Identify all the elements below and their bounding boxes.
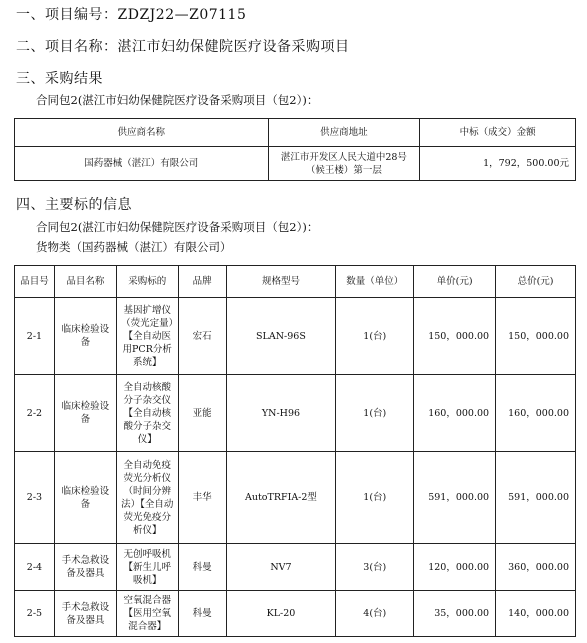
header-supplier-address: 供应商地址 <box>268 119 420 147</box>
item-no: 2-5 <box>15 591 55 637</box>
supplier-name: 国药器械（湛江）有限公司 <box>15 147 269 181</box>
item-total-price: 591，000.00 <box>496 452 576 544</box>
item-unit-price: 120，000.00 <box>414 544 496 591</box>
item-model: YN-H96 <box>226 375 336 452</box>
header-total-price: 总价(元) <box>496 266 576 298</box>
item-quantity: 3(台) <box>336 544 414 591</box>
item-target: 全自动核酸分子杂交仪【全自动核酸分子杂交仪】 <box>116 375 178 452</box>
item-model: KL-20 <box>226 591 336 637</box>
main-subject-heading: 四、主要标的信息 <box>16 197 132 213</box>
item-brand: 宏石 <box>178 298 226 375</box>
item-name: 手术急救设备及器具 <box>54 544 116 591</box>
item-quantity: 1(台) <box>336 452 414 544</box>
items-table-header <box>15 266 576 298</box>
item-target: 空氧混合器【医用空氧混合器】 <box>116 591 178 637</box>
item-name: 手术急救设备及器具 <box>54 591 116 637</box>
item-total-price: 140，000.00 <box>496 591 576 637</box>
header-brand: 品牌 <box>178 266 226 298</box>
item-no: 2-1 <box>15 298 55 375</box>
table-row <box>15 147 576 181</box>
item-target: 全自动免疫荧光分析仪（时间分辨法）【全自动荧光免疫分析仪】 <box>116 452 178 544</box>
header-unit-price: 单价(元) <box>414 266 496 298</box>
supplier-table <box>14 118 576 181</box>
item-brand: 亚能 <box>178 375 226 452</box>
item-unit-price: 150，000.00 <box>414 298 496 375</box>
table-row <box>15 452 576 544</box>
item-no: 2-4 <box>15 544 55 591</box>
item-brand: 丰华 <box>178 452 226 544</box>
supplier-table-header <box>15 119 576 147</box>
header-model: 规格型号 <box>226 266 336 298</box>
item-no: 2-2 <box>15 375 55 452</box>
item-quantity: 4(台) <box>336 591 414 637</box>
item-total-price: 360，000.00 <box>496 544 576 591</box>
item-unit-price: 35，000.00 <box>414 591 496 637</box>
project-number-heading: 一、项目编号：ZDZJ22—Z07115 <box>16 7 247 23</box>
item-total-price: 160，000.00 <box>496 375 576 452</box>
item-total-price: 150，000.00 <box>496 298 576 375</box>
bid-amount: 1，792，500.00元 <box>420 147 576 181</box>
table-row <box>15 591 576 637</box>
item-unit-price: 160，000.00 <box>414 375 496 452</box>
table-row <box>15 544 576 591</box>
item-quantity: 1(台) <box>336 375 414 452</box>
item-model: NV7 <box>226 544 336 591</box>
item-name: 临床检验设备 <box>54 452 116 544</box>
goods-category-label: 货物类（国药器械（湛江）有限公司） <box>36 240 232 254</box>
header-item-name: 品目名称 <box>54 266 116 298</box>
item-no: 2-3 <box>15 452 55 544</box>
table-row <box>15 375 576 452</box>
item-model: SLAN-96S <box>226 298 336 375</box>
supplier-address: 湛江市开发区人民大道中28号（候王楼）第一层 <box>268 147 420 181</box>
item-brand: 科曼 <box>178 544 226 591</box>
item-name: 临床检验设备 <box>54 298 116 375</box>
table-row <box>15 298 576 375</box>
item-target: 基因扩增仪（荧光定量）【全自动医用PCR分析系统】 <box>116 298 178 375</box>
items-table <box>14 265 576 637</box>
header-bid-amount: 中标（成交）金额 <box>420 119 576 147</box>
project-name-heading: 二、项目名称：湛江市妇幼保健院医疗设备采购项目 <box>16 39 350 55</box>
item-brand: 科曼 <box>178 591 226 637</box>
result-package-label: 合同包2(湛江市妇幼保健院医疗设备采购项目（包2）)： <box>36 93 319 107</box>
subject-package-label: 合同包2(湛江市妇幼保健院医疗设备采购项目（包2）)： <box>36 220 319 234</box>
item-target: 无创呼吸机【新生儿呼吸机】 <box>116 544 178 591</box>
header-quantity: 数量（单位） <box>336 266 414 298</box>
item-model: AutoTRFIA-2型 <box>226 452 336 544</box>
header-supplier-name: 供应商名称 <box>15 119 269 147</box>
item-unit-price: 591，000.00 <box>414 452 496 544</box>
header-target: 采购标的 <box>116 266 178 298</box>
item-quantity: 1(台) <box>336 298 414 375</box>
procurement-result-heading: 三、采购结果 <box>16 71 103 87</box>
header-item-no: 品目号 <box>15 266 55 298</box>
item-name: 临床检验设备 <box>54 375 116 452</box>
